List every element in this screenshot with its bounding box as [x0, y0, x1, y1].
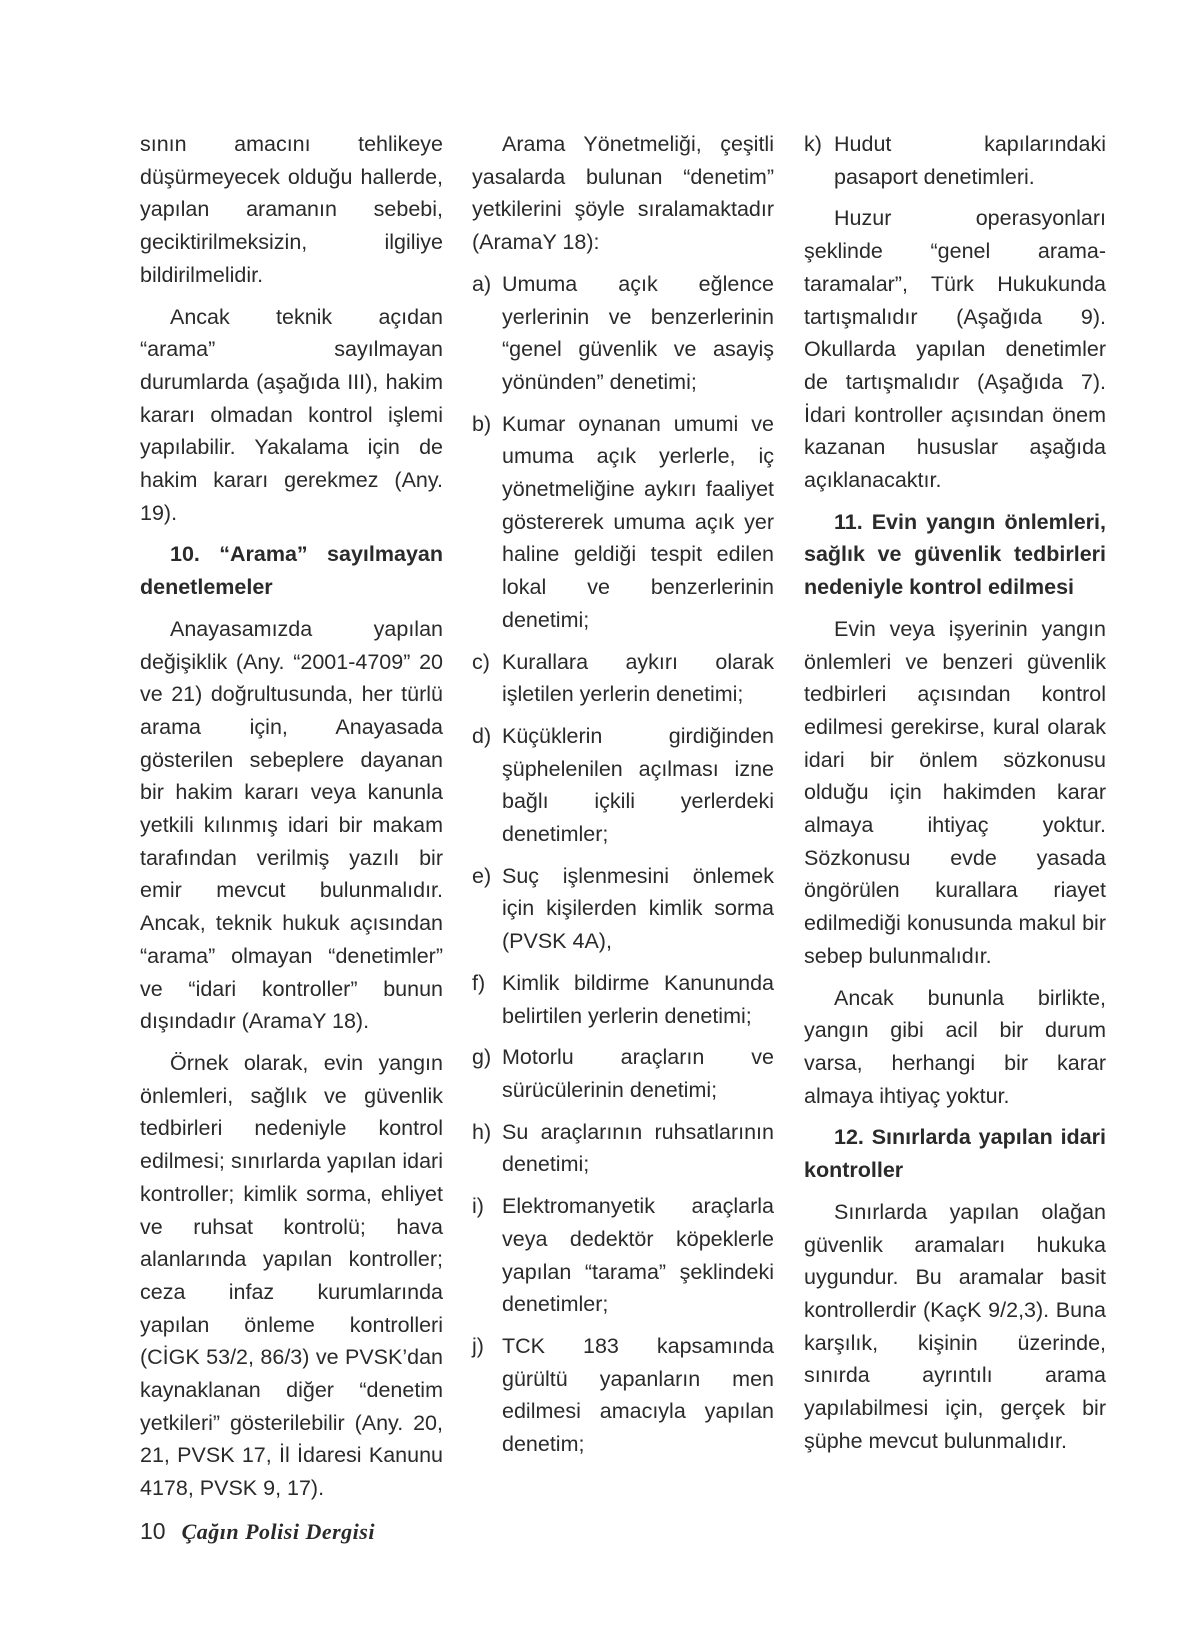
- list-text: Kumar oynanan umumi ve umuma açık yerlerle, iç yönetmeliğine aykırı faaliyet göstererek umuma açık yer haline geldiği tespit edilen lokal ve benzerlerinin denetimi;: [502, 411, 774, 632]
- column-1: [140, 128, 443, 1514]
- list-text: Suç işlenmesini önlemek için kişilerden kimlik sorma (PVSK 4A),: [502, 863, 774, 954]
- paragraph: Sınırlarda yapılan olağan güvenlik aramaları hukuka uygundur. Bu aramalar basit kontrollerdir (KaçK 9/2,3). Buna karşılık, kişinin üzerinde, sınırda ayrıntılı arama yapılabilmesi için, gerçek bir şüphe mevcut bulunmalıdır.: [804, 1199, 1106, 1453]
- list-label: i): [472, 1194, 484, 1219]
- list-text: Kimlik bildirme Kanununda belirtilen yerlerin denetimi;: [502, 970, 774, 1028]
- paragraph: Anayasamızda yapılan değişiklik (Any. “2001-4709” 20 ve 21) doğrultusunda, her türlü arama için, Anayasada gösterilen sebeplere dayanan bir hakim kararı veya kanunla yetkili kılınmış idari bir makam tarafından verilmiş yazılı bir emir mevcut bulunmalıdır. Ancak, teknik hukuk açısından “arama” olmayan “denetimler” ve “idari kontroller” bunun dışındadır (AramaY 18).: [140, 616, 443, 1034]
- paragraph: Ancak bununla birlikte, yangın gibi acil bir durum varsa, herhangi bir karar almaya ihtiyaç yoktur.: [804, 985, 1106, 1108]
- list-item-e: [472, 860, 774, 958]
- page-number: 10: [140, 1518, 166, 1544]
- list-item-j: [472, 1330, 774, 1461]
- paragraph: Arama Yönetmeliği, çeşitli yasalarda bulunan “denetim” yetkilerini şöyle sıralamaktadır (AramaY 18):: [472, 132, 774, 255]
- list-text: Elektromanyetik araçlarla veya dedektör köpeklerle yapılan “tarama” şeklindeki denetimler;: [502, 1194, 774, 1317]
- list-item-a: [472, 268, 774, 399]
- list-item-b: [472, 408, 774, 637]
- paragraph: Huzur operasyonları şeklinde “genel arama-taramalar”, Türk Hukukunda tartışmalıdır (Aşağıda 9). Okullarda yapılan denetimler de tartışmalıdır (Aşağıda 7). İdari kontroller açısından önem kazanan hususlar aşağıda açıklanacaktır.: [804, 206, 1106, 493]
- list-label: f): [472, 970, 486, 995]
- list-label: e): [472, 863, 492, 888]
- list-item-k: [804, 128, 1106, 193]
- section-heading-10: 10. “Arama” sayılmayan denetlemeler: [140, 542, 443, 600]
- list-text: Su araçlarının ruhsatlarının denetimi;: [502, 1119, 774, 1177]
- column-2: [472, 128, 774, 1470]
- page-footer: [140, 1518, 375, 1545]
- section-heading-11: 11. Evin yangın önlemleri, sağlık ve güvenlik tedbirleri nedeniyle kontrol edilmesi: [804, 509, 1106, 600]
- list-text: Kurallara aykırı olarak işletilen yerlerin denetimi;: [502, 649, 774, 707]
- list-label: h): [472, 1119, 492, 1144]
- list-label: j): [472, 1333, 484, 1358]
- paragraph: sının amacını tehlikeye düşürmeyecek olduğu hallerde, yapılan aramanın sebebi, geciktirilmeksizin, ilgiliye bildirilmelidir.: [140, 132, 443, 287]
- column-3: [804, 128, 1106, 1466]
- paragraph: Örnek olarak, evin yangın önlemleri, sağlık ve güvenlik tedbirleri nedeniyle kontrol edilmesi; sınırlarda yapılan idari kontroller; kimlik sorma, ehliyet ve ruhsat kontrolü; hava alanlarında yapılan kontroller; ceza infaz kurumlarında yapılan önleme kontrolleri (CİGK 53/2, 86/3) ve PVSK’dan kaynaklanan diğer “denetim yetkileri” gösterilebilir (Any. 20, 21, PVSK 17, İl İdaresi Kanunu 4178, PVSK 9, 17).: [140, 1050, 443, 1501]
- list-label: c): [472, 649, 490, 674]
- list-label: d): [472, 723, 492, 748]
- journal-name: Çağın Polisi Dergisi: [181, 1519, 375, 1544]
- list-item-f: [472, 967, 774, 1032]
- list-text: Umuma açık eğlence yerlerinin ve benzerlerinin “genel güvenlik ve asayiş yönünden” denetimi;: [502, 271, 774, 394]
- list-text: Küçüklerin girdiğinden şüphelenilen açılması izne bağlı içkili yerlerdeki denetimler;: [502, 723, 774, 847]
- list-text: TCK 183 kapsamında gürültü yapanların men edilmesi amacıyla yapılan denetim;: [502, 1333, 774, 1457]
- list-label: a): [472, 271, 492, 296]
- list-label: k): [804, 132, 822, 156]
- paragraph: Evin veya işyerinin yangın önlemleri ve benzeri güvenlik tedbirleri açısından kontrol edilmesi gerekirse, kural olarak idari bir önlem sözkonusu olduğu için hakimden karar almaya ihtiyaç yoktur. Sözkonusu evde yasada öngörülen kurallara riayet edilmediği konusunda makul bir sebep bulunmalıdır.: [804, 616, 1106, 968]
- list-item-g: [472, 1041, 774, 1106]
- paragraph: Ancak teknik açıdan “arama” sayılmayan durumlarda (aşağıda III), hakim kararı olmadan kontrol işlemi yapılabilir. Yakalama için de hakim kararı gerekmez (Any. 19).: [140, 304, 443, 525]
- list-item-i: [472, 1190, 774, 1321]
- list-text: Motorlu araçların ve sürücülerinin denetimi;: [502, 1045, 774, 1102]
- list-item-c: [472, 646, 774, 711]
- section-heading-12: 12. Sınırlarda yapılan idari kontroller: [804, 1125, 1106, 1183]
- list-item-d: [472, 720, 774, 851]
- list-label: b): [472, 411, 492, 436]
- list-label: g): [472, 1045, 492, 1070]
- list-text: Hudut kapılarındaki pasaport denetimleri.: [834, 132, 1106, 189]
- list-item-h: [472, 1116, 774, 1181]
